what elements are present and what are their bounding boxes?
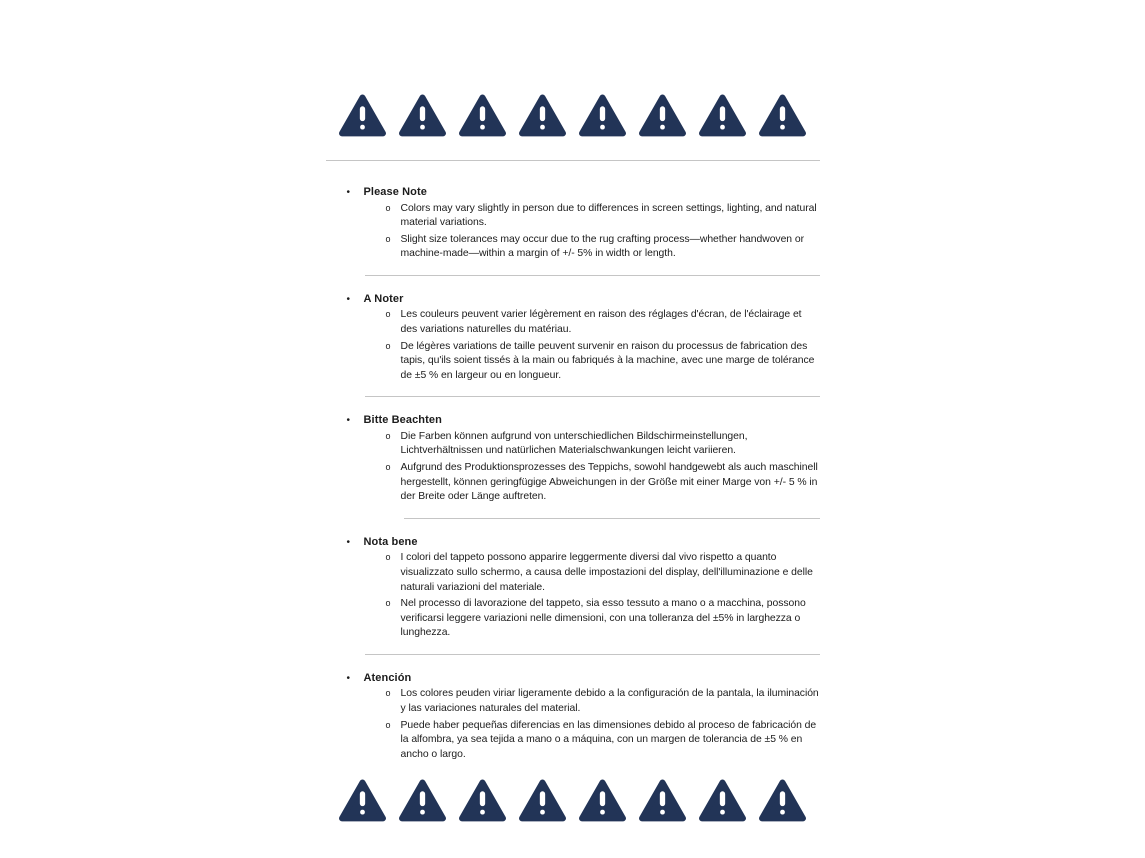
warning-triangle-icon	[698, 778, 747, 824]
note-text: Puede haber pequeñas diferencias en las dimensiones debido al proceso de fabricación de la alfombra, ya sea tejida a mano o a máquina, con un margen de tolerancia de ±5 % en ancho o largo.	[400, 719, 817, 760]
note-item	[326, 308, 820, 337]
warning-triangle-icon	[458, 778, 507, 824]
sub-bullet-circle-icon: o	[385, 233, 391, 244]
section-heading-row	[326, 413, 820, 428]
warning-triangle-icon	[398, 778, 447, 824]
warning-triangle-icon	[578, 778, 627, 824]
note-section-french	[326, 278, 820, 397]
note-text: Les couleurs peuvent varier légèrement en raison des réglages d'écran, de l'éclairage et des variations naturelles du matériau.	[400, 309, 802, 335]
note-text: Colors may vary slightly in person due to differences in screen settings, lighting, and natural material variations.	[400, 202, 817, 229]
warning-triangle-row-bottom	[0, 778, 1145, 824]
sub-bullet-circle-icon: o	[385, 202, 391, 213]
section-divider	[365, 654, 820, 655]
sub-bullet-circle-icon: o	[385, 462, 391, 473]
bullet-dot-icon: •	[346, 415, 351, 427]
section-heading-row	[326, 671, 820, 686]
section-heading: Bitte Beachten	[363, 414, 442, 427]
warning-triangle-icon	[338, 778, 387, 824]
section-heading: Atención	[363, 671, 412, 684]
sections	[326, 161, 820, 762]
section-heading-row	[326, 292, 820, 307]
note-text: Slight size tolerances may occur due to the rug crafting process—whether handwoven or machine-made—within a margin of +/- 5% in width or length.	[400, 233, 805, 260]
bullet-dot-icon: •	[346, 672, 351, 684]
warning-triangle-icon	[638, 93, 687, 139]
section-heading: A Noter	[363, 292, 404, 305]
note-section-italian	[326, 521, 820, 655]
bullet-dot-icon: •	[346, 293, 351, 305]
warning-triangle-icon	[518, 778, 567, 824]
section-heading-row	[326, 185, 820, 200]
sub-bullet-circle-icon: o	[385, 430, 391, 441]
warning-triangle-icon	[398, 93, 447, 139]
note-item	[326, 597, 820, 641]
warning-triangle-icon	[518, 93, 567, 139]
note-item	[326, 340, 820, 384]
warning-triangle-icon	[758, 778, 807, 824]
note-text: I colori del tappeto possono apparire leggermente diversi dal vivo rispetto a quanto visualizzato sullo schermo, a causa delle impostazioni del display, dell'illuminazione e delle naturali variazioni del materiale.	[400, 552, 813, 593]
note-item	[326, 202, 820, 231]
note-section-spanish	[326, 657, 820, 762]
note-item	[326, 551, 820, 595]
note-text: Nel processo di lavorazione del tappeto, sia esso tessuto a mano o a macchina, possono verificarsi leggere variazioni nelle dimensioni, con una tolleranza del ±5% in larghezza o lunghezza.	[400, 598, 806, 639]
note-item	[326, 687, 820, 716]
bullet-dot-icon: •	[346, 536, 351, 548]
bullet-dot-icon: •	[346, 187, 351, 198]
section-heading: Please Note	[363, 186, 427, 198]
sub-bullet-circle-icon: o	[385, 340, 391, 351]
note-item	[326, 233, 820, 262]
sub-bullet-circle-icon: o	[385, 598, 391, 609]
warning-triangle-row-top	[0, 0, 1145, 139]
sub-bullet-circle-icon: o	[385, 688, 391, 699]
note-text: De légères variations de taille peuvent survenir en raison du processus de fabrication des tapis, qu'ils soient tissés à la main ou fabriqués à la machine, avec une marge de tolérance de ±5 % en largeur ou en longueur.	[400, 340, 815, 381]
section-divider	[365, 275, 820, 276]
warning-triangle-icon	[758, 93, 807, 139]
note-item	[326, 430, 820, 459]
sub-bullet-circle-icon: o	[385, 719, 391, 730]
section-heading-row	[326, 535, 820, 550]
warning-triangle-icon	[458, 93, 507, 139]
sub-bullet-circle-icon: o	[385, 552, 391, 563]
note-section-english	[326, 171, 820, 276]
section-heading: Nota bene	[363, 535, 418, 548]
sub-bullet-circle-icon: o	[385, 309, 391, 320]
note-item	[326, 461, 820, 505]
section-divider	[404, 518, 820, 519]
warning-triangle-icon	[578, 93, 627, 139]
content-column	[326, 160, 820, 762]
warning-triangle-icon	[698, 93, 747, 139]
note-text: Die Farben können aufgrund von unterschiedlichen Bildschirmeinstellungen, Lichtverhältnissen und natürlichen Materialschwankungen leicht variieren.	[400, 430, 748, 457]
note-text: Aufgrund des Produktionsprozesses des Teppichs, sowohl handgewebt als auch maschinell hergestellt, können geringfügige Abweichungen in der Größe mit einer Marge von +/- 5 % in der Breite oder Länge auftreten.	[400, 462, 818, 503]
note-item	[326, 719, 820, 763]
warning-triangle-icon	[338, 93, 387, 139]
note-text: Los colores peuden viriar ligeramente debido a la configuración de la pantala, la iluminación y las variaciones naturales del material.	[400, 688, 819, 714]
warning-triangle-icon	[638, 778, 687, 824]
section-divider	[365, 396, 820, 397]
note-section-german	[326, 399, 820, 518]
